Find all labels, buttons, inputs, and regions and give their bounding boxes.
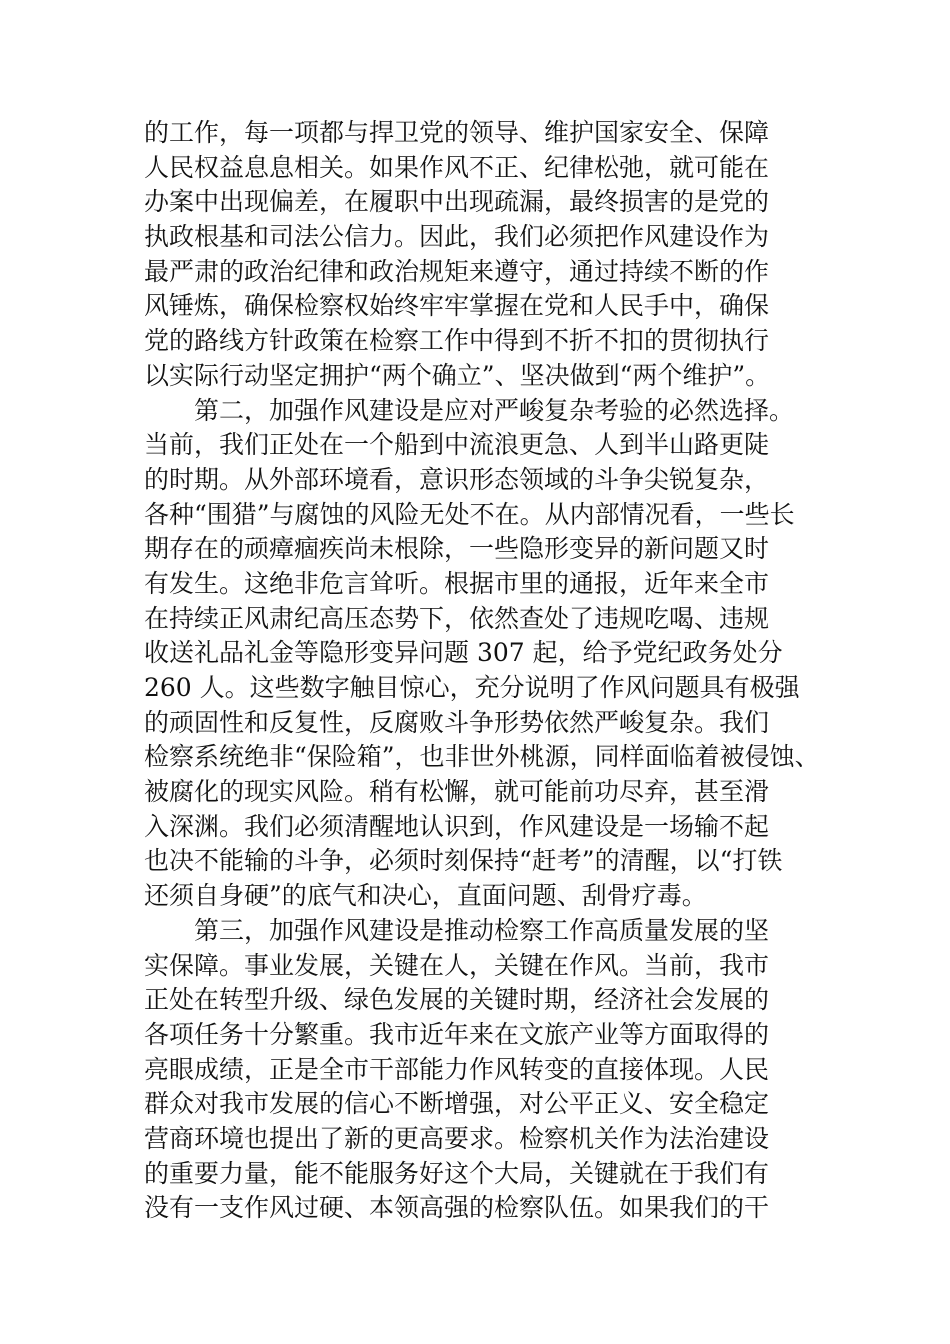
text-line: 最严肃的政治纪律和政治规矩来遵守，通过持续不断的作: [144, 256, 770, 286]
text-line: 执政根基和司法公信力。因此，我们必须把作风建设作为: [144, 222, 770, 252]
text-line: 收送礼品礼金等隐形变异问题 307 起，给予党纪政务处分: [144, 638, 783, 668]
text-line: 办案中出现偏差，在履职中出现疏漏，最终损害的是党的: [144, 187, 770, 217]
text-line: 的重要力量，能不能服务好这个大局，关键就在于我们有: [144, 1158, 770, 1188]
text-line: 实保障。事业发展，关键在人，关键在作风。当前，我市: [144, 950, 770, 980]
text-line: 在持续正风肃纪高压态势下，依然查处了违规吃喝、违规: [144, 603, 770, 633]
text-line: 260 人。这些数字触目惊心，充分说明了作风问题具有极强: [144, 673, 800, 702]
paragraph-start-line: 第三，加强作风建设是推动检察工作高质量发展的坚: [194, 915, 770, 945]
text-line: 以实际行动坚定拥护“两个确立”、坚决做到“两个维护”。: [144, 360, 771, 390]
text-line: 各项任务十分繁重。我市近年来在文旅产业等方面取得的: [144, 1019, 770, 1049]
text-line: 营商环境也提出了新的更高要求。检察机关作为法治建设: [144, 1123, 770, 1153]
text-line: 党的路线方针政策在检察工作中得到不折不扣的贯彻执行: [144, 326, 770, 356]
text-line: 人民权益息息相关。如果作风不正、纪律松弛，就可能在: [144, 152, 770, 182]
text-line: 正处在转型升级、绿色发展的关键时期，经济社会发展的: [144, 985, 770, 1015]
text-line: 亮眼成绩，正是全市干部能力作风转变的直接体现。人民: [144, 1054, 770, 1084]
text-line: 也决不能输的斗争，必须时刻保持“赶考”的清醒，以“打铁: [144, 846, 783, 876]
text-line: 没有一支作风过硬、本领高强的检察队伍。如果我们的干: [144, 1193, 770, 1223]
text-line: 各种“围猎”与腐蚀的风险无处不在。从内部情况看，一些长: [144, 499, 795, 529]
text-line: 的工作，每一项都与捍卫党的领导、维护国家安全、保障: [144, 118, 770, 147]
text-line: 的顽固性和反复性，反腐败斗争形势依然严峻复杂。我们: [144, 707, 770, 737]
text-line: 被腐化的现实风险。稍有松懈，就可能前功尽弃，甚至滑: [144, 777, 770, 807]
text-line: 的时期。从外部环境看，意识形态领域的斗争尖锐复杂，: [144, 464, 770, 494]
text-line: 检察系统绝非“保险箱”，也非世外桃源，同样面临着被侵蚀、: [144, 742, 820, 772]
text-line: 群众对我市发展的信心不断增强，对公平正义、安全稳定: [144, 1089, 770, 1119]
paragraph-start-line: 第二，加强作风建设是应对严峻复杂考验的必然选择。: [194, 395, 795, 425]
text-line: 还须自身硬”的底气和决心，直面问题、刮骨疗毒。: [144, 881, 707, 911]
document-body: [144, 116, 820, 1226]
text-line: 期存在的顽瘴痼疾尚未根除，一些隐形变异的新问题又时: [144, 534, 770, 564]
text-line: 风锤炼，确保检察权始终牢牢掌握在党和人民手中，确保: [144, 291, 770, 321]
text-line: 当前，我们正处在一个船到中流浪更急、人到半山路更陡: [144, 430, 770, 460]
text-line: 有发生。这绝非危言耸听。根据市里的通报，近年来全市: [144, 568, 770, 598]
text-line: 入深渊。我们必须清醒地认识到，作风建设是一场输不起: [144, 811, 770, 841]
